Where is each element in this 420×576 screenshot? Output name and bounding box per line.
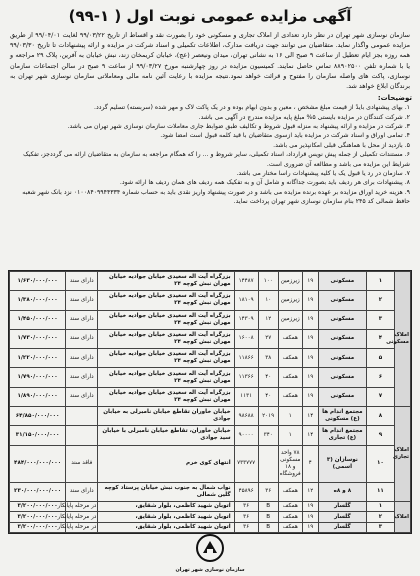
cell-type: مسکونی [318, 349, 366, 368]
cell-c1: ۱۹ [302, 368, 318, 387]
cell-c3: ۳۴۰ [258, 426, 278, 445]
notes-title: توضیحات: [377, 94, 412, 103]
cell-price: ۱/۷۳۰/۰۰۰/۰۰۰ [10, 329, 66, 348]
table-row [10, 406, 411, 425]
group-label: املاک مسکونی [394, 272, 410, 407]
cell-no: ۲ [366, 291, 394, 310]
note-item: ۷. سازمان در رد یا قبول یک یا کلیه پیشنهادات راسا مختار می باشد. [236, 170, 410, 178]
cell-c3: ۳۸ [258, 349, 278, 368]
cell-c1: ۱۲ [302, 482, 318, 501]
cell-type: مسکونی [318, 310, 366, 329]
cell-c2: ۱ [278, 406, 302, 425]
cell-type: گلسار [318, 512, 366, 522]
cell-addr: اتوبان شهید کاظمی، بلوار شقایق، [98, 512, 234, 522]
cell-c1: ۴ [302, 445, 318, 482]
cell-c1: ۱۴ [302, 426, 318, 445]
cell-no: ۱ [366, 272, 394, 291]
cell-type: ۸ و ۸ه [318, 482, 366, 501]
table-row [10, 291, 411, 310]
table-row [10, 387, 411, 406]
cell-c2: همکف [278, 368, 302, 387]
note-item: ۴. تمامی اوراق و اسناد شرکت در مزایده باید ازسوی متقاضیان با قید کلمه قبول است امضا شود. [160, 132, 410, 140]
cell-no: ۱۱ [366, 482, 394, 501]
cell-type: مسکونی [318, 272, 366, 291]
cell-type: نوسازان (۳ اسمی) [318, 445, 366, 482]
cell-c3: B [258, 502, 278, 512]
cell-c3: ۱۰ [258, 291, 278, 310]
table-row [10, 329, 411, 348]
footer [0, 533, 420, 574]
cell-c4: ۱۱۸۶۶ [234, 349, 258, 368]
cell-c4: ۴۵۸۹۶ [234, 482, 258, 501]
cell-c1: ۱۹ [302, 522, 318, 532]
cell-c3: B [258, 522, 278, 532]
cell-c2: ۷۸ واحد مسکونی و ۱۸ فروشگاه [278, 445, 302, 482]
cell-payment: دارای سند [66, 310, 98, 329]
cell-addr: بزرگراه آیت اله سعیدی خیابان جوادیه خیابان مهران نبش کوچه ۲۴ [98, 310, 234, 329]
note-item: حافظ شمالی کد ۲۴۵ بنام سازمان نوسازی شهر تهران پرداخت نماید. [233, 198, 410, 206]
cell-price: ۱/۲۲۰/۰۰۰/۰۰۰ [10, 349, 66, 368]
cell-c2: همکف [278, 522, 302, 532]
cell-addr: خیابان خاوران تقاطع خیابان نامبرلی به خیابان جوادی [98, 406, 234, 425]
cell-c2: همکف [278, 329, 302, 348]
cell-no: ۲ [366, 512, 394, 522]
cell-payment: دارای سند [66, 329, 98, 348]
cell-addr: اتوبان شهید کاظمی، بلوار شقایق، [98, 502, 234, 512]
cell-c3: ۴۰ [258, 368, 278, 387]
cell-addr: اتوبان شهید کاظمی، بلوار شقایق، [98, 522, 234, 532]
cell-price: ۶۴/۸۵۰/۰۰۰/۰۰۰ [10, 406, 66, 425]
cell-payment: دارای سند [66, 291, 98, 310]
footer-text: سازمان نوسازی شهر تهران [175, 567, 245, 573]
cell-c3: B [258, 512, 278, 522]
note-item: ۹. هزینه خرید اوراق مزایده بر عهده برنده مزایده می باشد و در صورت پیشنهاد واریز نقدی باید به حساب شماره ۰۱۰۰۸۴۰۹۹۴۴۳۳۴ نزد بانک شهر شعبه [22, 188, 410, 196]
cell-no: ۱۰ [366, 445, 394, 482]
cell-payment: دارای سند [66, 272, 98, 291]
intro-paragraph: سازمان نوسازی شهر تهران در نظر دارد تعدادی از املاک تجاری و مسکونی خود را بصورت نقد و اقساط از تاریخ ۹۹/۰۳/۲۲ لغایت ۹۹/۰۴/۰۱ از طریق مزایده عمومی واگذار نماید. متقاضیان می توانند جهت دریافت مدارک، اطلاعات تکمیلی و اسناد شرکت در مزایده و ارائه پیشنهادات تا تاریخ ۹۹/۰۳/۳۰ همه روزه بجز ایام تعطیل از ساعت ۹ صبح الی ۱۶ به نشانی تهران، میدان ونیعصر (عج)، خیابان کریمخان زند، نبش خیابان به آفرین، پلاک ۲۹ مراجعه و یا با شماره تلفن ۸۸۹۰۲۵۰۰ تماس حاصل نمایند. کمیسیون مزایده در روز چهارشنبه مورخ ۹۹/۰۳/۲۷ از ساعت ۹ صبح در سالن اجتماعات سازمان نوسازی، پاکت های واصله سازمان را مفتوح و قرائت خواهد نمود.نتیجه مزایده با رعایت آئین نامه مالی ومعاملاتی سازمان نوسازی شهر تهران به برندگان ابلاغ خواهد شد. [10, 31, 411, 91]
cell-c1: ۱۹ [302, 502, 318, 512]
cell-c1: ۱۴ [302, 406, 318, 425]
cell-payment: در مرحله پایانکار [66, 512, 98, 522]
cell-c2: همکف [278, 349, 302, 368]
cell-c4: ۱۴۴۸۷ [234, 272, 258, 291]
cell-c4: ۹۸۶۸۸ [234, 406, 258, 425]
cell-payment: دارای سند [66, 349, 98, 368]
cell-type: مسکونی [318, 329, 366, 348]
cell-c1: ۱۹ [302, 272, 318, 291]
cell-no: ۳ [366, 310, 394, 329]
cell-c3: ۳۶ [258, 482, 278, 501]
note-item: ۵. بازدید از محل با هماهنگی قبلی امکانپذیر می باشد. [273, 141, 410, 149]
note-item: ۱. بهای پیشنهادی بایدً از قیمت مبلغ مشخص ، معین و بدون ابهام بوده و در یک پاکت لاک و مهر شده (سربسته) تسلیم گردد. [94, 104, 410, 112]
cell-type: مسکونی [318, 291, 366, 310]
table-row [10, 445, 411, 482]
cell-c4: ۱۱۳۶۶ [234, 368, 258, 387]
cell-c1: ۱۹ [302, 387, 318, 406]
cell-c1: ۱۹ [302, 329, 318, 348]
cell-addr: بزرگراه آیت اله سعیدی خیابان جوادیه خیابان مهران نبش کوچه ۲۴ [98, 291, 234, 310]
cell-c4: ۳۶ [234, 522, 258, 532]
cell-c1: ۱۹ [302, 512, 318, 522]
cell-price: ۱/۴۵۰/۰۰۰/۰۰۰ [10, 310, 66, 329]
cell-c3: ۲۰۱۹ [258, 406, 278, 425]
cell-c2: زیرزمین [278, 310, 302, 329]
page-title: آگهی مزایده عمومی نوبت اول ( ۱-۹۹) [68, 7, 352, 25]
cell-c3 [258, 445, 278, 482]
cell-price: ۳/۲۰۰/۰۰۰/۰۰۰ [10, 512, 66, 522]
cell-no: ۶ [366, 368, 394, 387]
table-row [10, 310, 411, 329]
cell-c4: ۹۰۰۰۰ [234, 426, 258, 445]
cell-c4: ۷۳۳۷۷۷ [234, 445, 258, 482]
cell-c2: زیرزمین [278, 272, 302, 291]
note-item: ۶. مستندات تکمیلی از جمله پیش نویس قرارداد، اسناد تکمیلی، سایر شروط و ... را که همگام مراجعه به سازمان به متقاضیان ارائه می گرددجز، تفکیک شرایط این مزایده می باشد و مطالعه آن ضروری است. [23, 151, 410, 168]
cell-addr: بزرگراه آیت اله سعیدی خیابان جوادیه خیابان مهران نبش کوچه ۲۴ [98, 387, 234, 406]
cell-addr: خیابان خاوران، تقاطع خیابان نامبرلی با خیابان سید جوادی [98, 426, 234, 445]
cell-payment: دارای سند [66, 387, 98, 406]
cell-addr: انتهای کوی خرم [98, 445, 234, 482]
cell-payment [66, 426, 98, 445]
notes-list [10, 103, 410, 206]
cell-type: گلسار [318, 502, 366, 512]
table-row [10, 368, 411, 387]
cell-c2: زیرزمین [278, 291, 302, 310]
cell-addr: بزرگراه آیت اله سعیدی خیابان جوادیه خیابان مهران نبش کوچه ۲۴ [98, 329, 234, 348]
cell-price: ۳۱/۱۵۰/۰۰۰/۰۰۰ [10, 426, 66, 445]
cell-payment: فاقد سند [66, 445, 98, 482]
cell-c3: ۱۰۰ [258, 272, 278, 291]
cell-c4: ۱۸۱۰۹ [234, 291, 258, 310]
cell-type: گلسار [318, 522, 366, 532]
properties-table [8, 270, 412, 534]
cell-c4: ۱۶۰۰۸ [234, 329, 258, 348]
cell-no: ۱ [366, 502, 394, 512]
table-row [10, 502, 411, 512]
cell-no: ۴ [366, 329, 394, 348]
cell-c4: ۳۶ [234, 502, 258, 512]
cell-no: ۵ [366, 349, 394, 368]
group-label: املاک تجاری [394, 406, 410, 501]
cell-c4: ۱۱۳۱ [234, 387, 258, 406]
group-label: املاک [394, 502, 410, 533]
cell-addr: بزرگراه آیت اله سعیدی خیابان جوادیه خیابان مهران نبش کوچه ۲۴ [98, 272, 234, 291]
table-row [10, 522, 411, 532]
cell-c1: ۱۹ [302, 349, 318, 368]
table-row [10, 482, 411, 501]
cell-payment [66, 406, 98, 425]
table-row [10, 272, 411, 291]
cell-c3: ۴۰ [258, 387, 278, 406]
cell-no: ۹ [366, 426, 394, 445]
cell-c4: ۱۴۳۰۹ [234, 310, 258, 329]
cell-no: ۷ [366, 387, 394, 406]
cell-price: ۳/۲۰۰/۰۰۰/۰۰۰ [10, 502, 66, 512]
cell-price: ۱/۳۸۰/۰۰۰/۰۰۰ [10, 291, 66, 310]
cell-c2: ۱ [278, 426, 302, 445]
cell-type: مجتمع اندام ها (ع) تجاری [318, 426, 366, 445]
cell-c3: ۱۲ [258, 310, 278, 329]
cell-c2: همکف [278, 387, 302, 406]
cell-c3: ۲۷ [258, 329, 278, 348]
organization-logo-icon [195, 533, 225, 563]
cell-payment: دارای سند [66, 368, 98, 387]
cell-price: ۴۸۴/۰۰۰/۰۰۰/۰۰۰ [10, 445, 66, 482]
cell-type: مجتمع اندام ها (ع) مسکونی [318, 406, 366, 425]
cell-payment: در مرحله پایانکار [66, 522, 98, 532]
table-row [10, 426, 411, 445]
cell-c1: ۱۹ [302, 291, 318, 310]
table-row [10, 512, 411, 522]
cell-no: ۳ [366, 522, 394, 532]
cell-price: ۱/۷۹۰/۰۰۰/۰۰۰ [10, 368, 66, 387]
cell-payment: دارای سند [66, 482, 98, 501]
cell-addr: بزرگراه آیت اله سعیدی خیابان جوادیه خیابان مهران نبش کوچه ۲۴ [98, 368, 234, 387]
cell-payment: در مرحله پایانکار [66, 502, 98, 512]
cell-c4: ۳۶ [234, 512, 258, 522]
table-row [10, 349, 411, 368]
note-item: ۲. شرکت کنندگان در مزایده بایستی ۵% مبلغ پایه مزایده مندرج در آگهی می باشد. [198, 113, 410, 121]
cell-addr: نواب شمال به جنوب نبش خیابان پرستاد کوچه گلین شمالی [98, 482, 234, 501]
cell-c2: همکف [278, 502, 302, 512]
cell-price: ۲۳۰/۰۰۰/۰۰۰/۰۰۰ [10, 482, 66, 501]
note-item: ۸. پیشنهادات برای هر ردیف باید بصورت جداگانه و شامل آن و به تفکیک همه ردیف های همان ردیف ها ارائه شود. [119, 179, 410, 187]
cell-c1: ۱۹ [302, 310, 318, 329]
cell-c2: همکف [278, 482, 302, 501]
cell-addr: بزرگراه آیت اله سعیدی خیابان جوادیه خیابان مهران نبش کوچه ۲۴ [98, 349, 234, 368]
cell-type: مسکونی [318, 368, 366, 387]
cell-c2: همکف [278, 512, 302, 522]
note-item: ۳. شرکت در مزایده و ارائه پیشنهاد به منزله قبول شروط و تکالیف طبق ضوابط جاری معاملات سازمان نوسازی شهر تهران می باشد. [67, 123, 410, 131]
cell-no: ۸ [366, 406, 394, 425]
cell-price: ۱/۸۹۰/۰۰۰/۰۰۰ [10, 387, 66, 406]
cell-type: مسکونی [318, 387, 366, 406]
cell-price: ۳/۲۰۰/۰۰۰/۰۰۰ [10, 522, 66, 532]
cell-price: ۱/۶۳۰/۰۰۰/۰۰۰ [10, 272, 66, 291]
